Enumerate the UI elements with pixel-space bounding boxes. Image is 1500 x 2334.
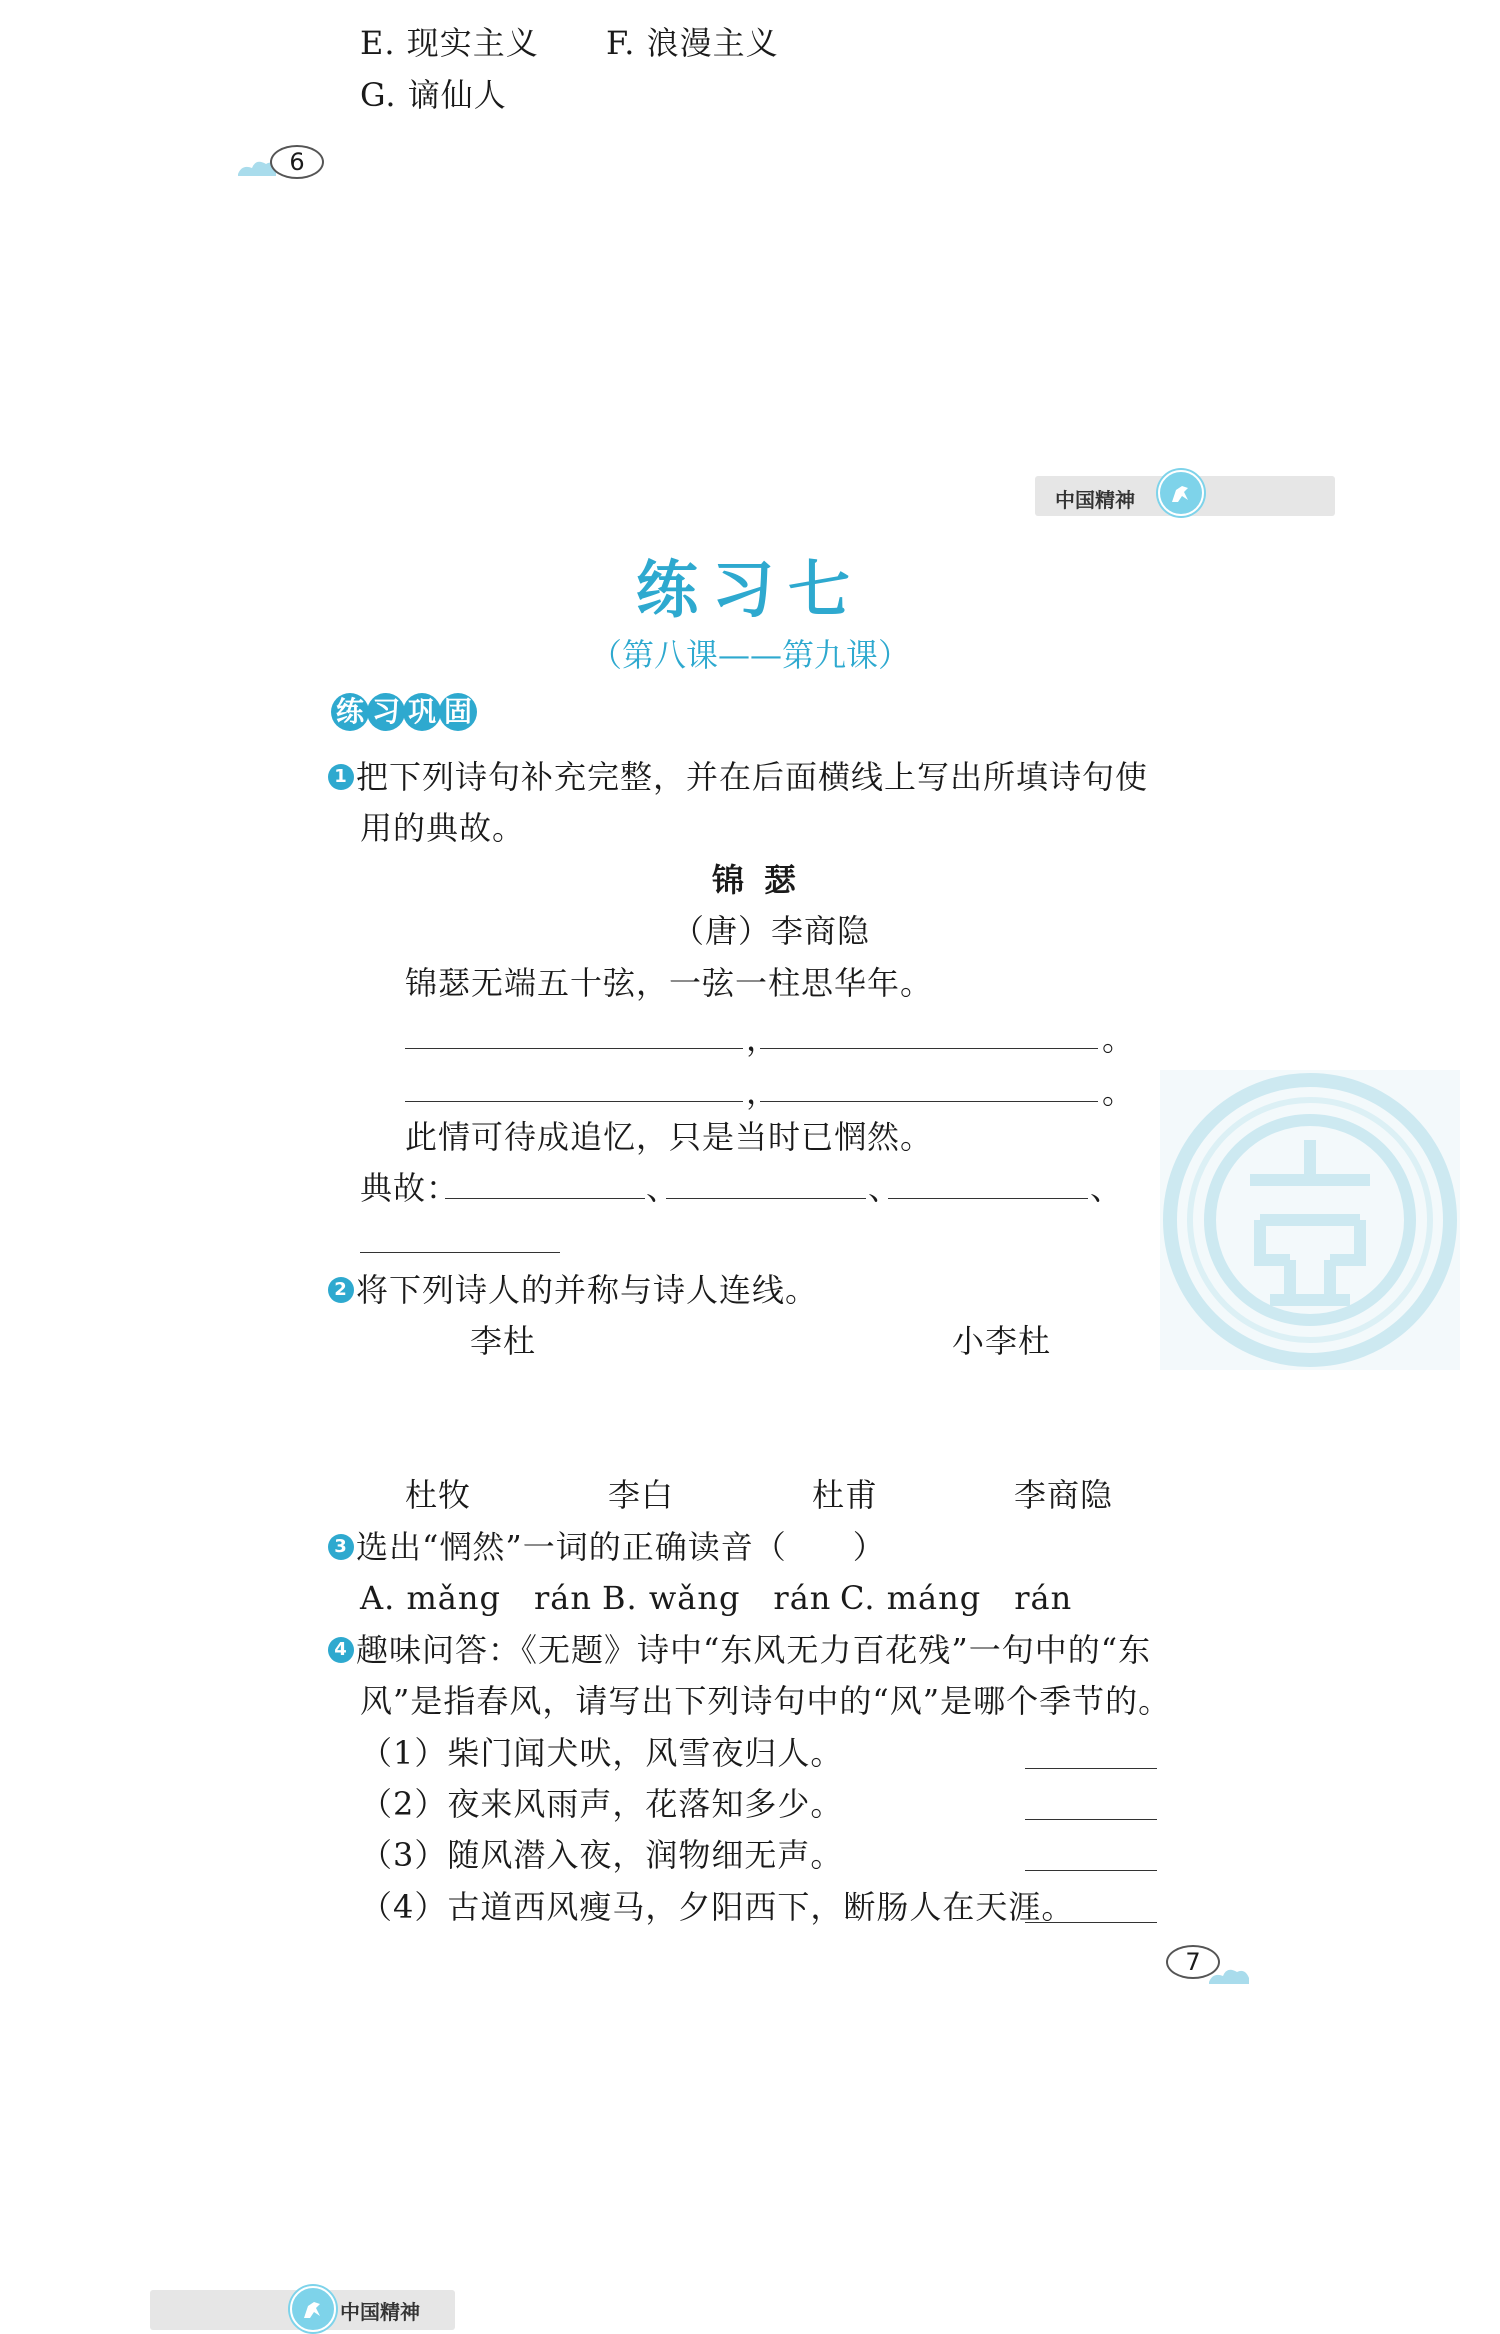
prev-page-number: 6 [270, 145, 324, 179]
q4-item-1: （1）柴门闻犬吠，风雪夜归人。 [360, 1734, 844, 1772]
q1-prompt [328, 752, 1148, 798]
q4-item-2: （2）夜来风雨声，花落知多少。 [360, 1785, 844, 1823]
period: 。 [1102, 1020, 1136, 1058]
q2-prompt-text: 将下列诗人的并称与诗人连线。 [356, 1271, 819, 1309]
page-subtitle: （第八课——第九课） [589, 636, 910, 674]
q4-prompt [328, 1625, 1151, 1671]
allusion-blank[interactable] [445, 1198, 645, 1199]
blank-line[interactable] [760, 1101, 1098, 1102]
prev-option-e: E. 现实主义 [360, 24, 539, 62]
horse-logo-icon [1158, 470, 1204, 516]
emblem-watermark [1160, 1070, 1460, 1370]
poet-li-shang-yin: 李商隐 [1014, 1476, 1114, 1514]
page-title: 练习七 [635, 553, 864, 626]
q3-option-b: B. wǎng rán [602, 1579, 832, 1617]
poet-li-bai: 李白 [608, 1476, 675, 1514]
prev-option-g: G. 谪仙人 [360, 76, 507, 114]
allusion-blank[interactable] [888, 1198, 1088, 1199]
answer-blank[interactable] [1025, 1819, 1157, 1820]
separator: 、 [1090, 1169, 1124, 1207]
poem-line-last: 此情可待成追忆，只是当时已惘然。 [405, 1118, 934, 1156]
q1-prompt-line2: 用的典故。 [360, 809, 526, 847]
poem-author: （唐）李商隐 [672, 912, 871, 950]
q4-item-3: （3）随风潜入夜，润物细无声。 [360, 1836, 844, 1874]
banner-label: 中国精神 [1055, 488, 1135, 512]
separator: 、 [646, 1169, 680, 1207]
poet-du-mu: 杜牧 [405, 1476, 472, 1514]
allusion-blank[interactable] [360, 1252, 560, 1253]
separator: 、 [868, 1169, 902, 1207]
answer-blank[interactable] [1025, 1870, 1157, 1871]
page-number: 7 [1166, 1945, 1220, 1979]
section-tag-char: 固 [439, 693, 477, 731]
group-name-li-du: 李杜 [470, 1322, 537, 1360]
q2-prompt [328, 1265, 818, 1311]
blank-line[interactable] [405, 1048, 743, 1049]
comma: ， [746, 1020, 780, 1058]
header-banner [1035, 476, 1335, 516]
poem-line-1: 锦瑟无端五十弦，一弦一柱思华年。 [405, 964, 934, 1002]
q4-prompt-line1: 趣味问答：《无题》诗中“东风无力百花残”一句中的“东 [356, 1631, 1152, 1669]
section-tag-char: 练 [331, 693, 369, 731]
q3-prompt [328, 1522, 886, 1568]
q1-prompt-line1: 把下列诗句补充完整，并在后面横线上写出所填诗句使 [356, 758, 1149, 796]
q3-prompt-text: 选出“惘然”一词的正确读音（ ） [356, 1528, 886, 1566]
answer-blank[interactable] [1025, 1922, 1157, 1923]
answer-blank[interactable] [1025, 1768, 1157, 1769]
section-tag-char: 习 [367, 693, 405, 731]
blank-line[interactable] [405, 1101, 743, 1102]
q3-option-c: C. máng rán [840, 1579, 1073, 1617]
group-name-xiao-li-du: 小李杜 [952, 1322, 1052, 1360]
bottom-banner-label: 中国精神 [340, 2300, 420, 2324]
period: 。 [1102, 1073, 1136, 1111]
question-number-badge: 4 [328, 1637, 354, 1663]
q4-prompt-line2: 风”是指春风，请写出下列诗句中的“风”是哪个季节的。 [360, 1682, 1172, 1720]
question-number-badge: 1 [328, 764, 354, 790]
poem-title: 锦瑟 [712, 861, 817, 899]
allusion-blank[interactable] [666, 1198, 866, 1199]
bottom-banner [150, 2290, 455, 2330]
blank-line[interactable] [760, 1048, 1098, 1049]
poet-du-fu: 杜甫 [812, 1476, 879, 1514]
prev-option-f: F. 浪漫主义 [606, 24, 779, 62]
q4-item-4: （4）古道西风瘦马，夕阳西下，断肠人在天涯。 [360, 1888, 1075, 1926]
q3-option-a: A. mǎng rán [360, 1579, 592, 1617]
cloud-icon [1205, 1950, 1300, 1990]
question-number-badge: 3 [328, 1534, 354, 1560]
allusion-label: 典故： [360, 1169, 460, 1207]
horse-logo-icon [290, 2286, 336, 2332]
section-tag [325, 690, 481, 734]
question-number-badge: 2 [328, 1277, 354, 1303]
comma: ， [746, 1073, 780, 1111]
section-tag-char: 巩 [403, 693, 441, 731]
